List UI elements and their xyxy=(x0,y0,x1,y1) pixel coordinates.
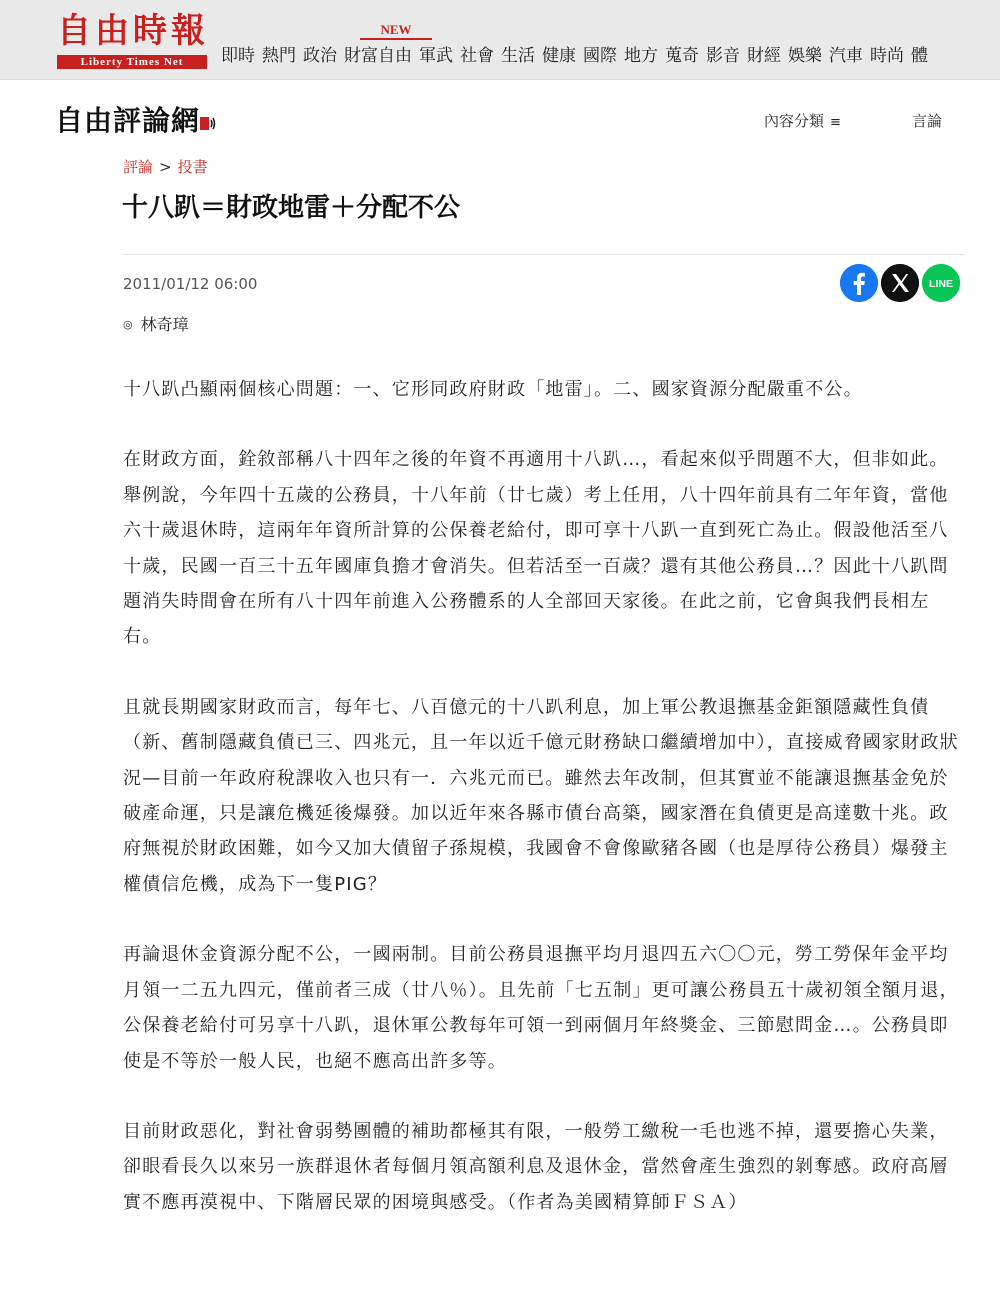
nav-item-politics[interactable]: 政治 xyxy=(303,46,337,66)
nav-item-sports[interactable]: 體 xyxy=(911,46,928,66)
nav-item-entertainment[interactable]: 娛樂 xyxy=(788,46,822,66)
facebook-icon xyxy=(840,264,878,302)
article-paragraph: 十八趴凸顯兩個核心問題：一、它形同政府財政「地雷」。二、國家資源分配嚴重不公。 xyxy=(123,379,863,400)
menu-icon: ≡ xyxy=(830,115,841,130)
article-paragraph: 且就長期國家財政而言，每年七、八百億元的十八趴利息，加上軍公教退撫基金鉅額隱藏性負債（新、舊制隱藏負債已三、四兆元，且一年以近千億元財務缺口繼續增加中），直接威脅國家財政狀況—目前一年政府稅課收入也只有一．六兆元而已。雖然去年改制，但其實並不能讓退撫基金免於破產命運，只是讓危機延後爆發。加以近年來各縣市債台高築，國家潛在負債更是高達數十兆。政府無視於財政困難，如今又加大債留子孫規模，我國會不會像歐豬各國（也是厚待公務員）爆發主權債信危機，成為下一隻PIG？ xyxy=(123,696,959,895)
section-logo[interactable]: 自由評論網 xyxy=(55,104,201,137)
breadcrumb xyxy=(123,156,208,178)
site-logo[interactable] xyxy=(57,10,207,70)
breadcrumb-separator: > xyxy=(159,158,172,176)
nav-item-world[interactable]: 國際 xyxy=(583,46,617,66)
category-menu-label: 內容分類 xyxy=(764,112,825,130)
article-body xyxy=(123,372,959,1220)
facebook-share-button[interactable] xyxy=(840,264,878,302)
x-share-button[interactable] xyxy=(881,264,919,302)
nav-item-popular[interactable]: 熱門 xyxy=(262,46,296,66)
x-icon xyxy=(881,264,919,302)
category-menu-button[interactable] xyxy=(764,110,841,134)
nav-item-curiosity[interactable]: 蒐奇 xyxy=(665,46,699,66)
section-header xyxy=(0,80,1000,160)
breadcrumb-commentary[interactable]: 評論 xyxy=(123,158,154,176)
nav-item-finance[interactable]: 財經 xyxy=(747,46,781,66)
line-share-button[interactable] xyxy=(922,264,960,302)
sound-wave-icon xyxy=(200,116,216,132)
line-icon xyxy=(922,264,960,302)
share-buttons xyxy=(840,264,960,302)
article-paragraph: 目前財政惡化，對社會弱勢團體的補助都極其有限，一般勞工繳稅一毛也逃不掉，還要擔心失業，卻眼看長久以來另一族群退休者每個月領高額利息及退休金，當然會產生強烈的剝奪感。政府高層實不應再漠視中、下階層民眾的困境與感受。（作者為美國精算師ＦＳＡ） xyxy=(123,1120,949,1213)
article-paragraph: 再論退休金資源分配不公，一國兩制。目前公務員退撫平均月退四五六〇〇元，勞工勞保年金平均月領一二五九四元，僅前者三成（廿八％）。且先前「七五制」更可讓公務員五十歲初領全額月退，公保養老給付可另享十八趴，退休軍公教每年可領一到兩個月年終獎金、三節慰問金…。公務員即使是不等於一般人民，也絕不應高出許多等。 xyxy=(123,944,959,1072)
nav-item-health[interactable]: 健康 xyxy=(542,46,576,66)
nav-item-military[interactable]: 軍武 xyxy=(419,46,453,66)
nav-item-society[interactable]: 社會 xyxy=(460,46,494,66)
nav-item-instant[interactable]: 即時 xyxy=(221,46,255,66)
nav-item-wealth[interactable]: 財富自由 xyxy=(344,46,412,66)
article-paragraph: 在財政方面，銓敘部稱八十四年之後的年資不再適用十八趴…，看起來似乎問題不大，但非如此。舉例說，今年四十五歲的公務員，十八年前（廿七歲）考上任用，八十四年前具有二年年資，當他六十歲退休時，這兩年年資所計算的公保養老給付，即可享十八趴一直到死亡為止。假設他活至八十歲，民國一百三十五年國庫負擔才會消失。但若活至一百歲？還有其他公務員…？因此十八趴問題消失時間會在所有八十四年前進入公務體系的人全部回天家後。在此之前，它會與我們長相左右。 xyxy=(123,449,949,648)
breadcrumb-submission[interactable]: 投書 xyxy=(177,158,208,176)
publish-date: 2011/01/12 06:00 xyxy=(123,275,258,293)
site-logo-chinese: 自由時報 xyxy=(57,11,209,51)
nav-item-life[interactable]: 生活 xyxy=(501,46,535,66)
nav-item-auto[interactable]: 汽車 xyxy=(829,46,863,66)
author-line xyxy=(123,313,189,337)
author-name: 林奇璋 xyxy=(140,315,189,334)
title-divider xyxy=(122,254,964,255)
speech-link[interactable]: 言論 xyxy=(912,112,943,130)
author-icon: ◎ xyxy=(123,318,133,331)
nav-item-video[interactable]: 影音 xyxy=(706,46,740,66)
line-icon-label: LINE xyxy=(929,278,953,290)
top-bar xyxy=(0,0,1000,80)
article-title: 十八趴＝財政地雷＋分配不公 xyxy=(122,193,461,223)
nav-item-local[interactable]: 地方 xyxy=(624,46,658,66)
site-logo-english: Liberty Times Net xyxy=(57,55,207,69)
main-nav xyxy=(221,44,935,68)
new-badge: NEW xyxy=(360,22,432,40)
nav-item-fashion[interactable]: 時尚 xyxy=(870,46,904,66)
